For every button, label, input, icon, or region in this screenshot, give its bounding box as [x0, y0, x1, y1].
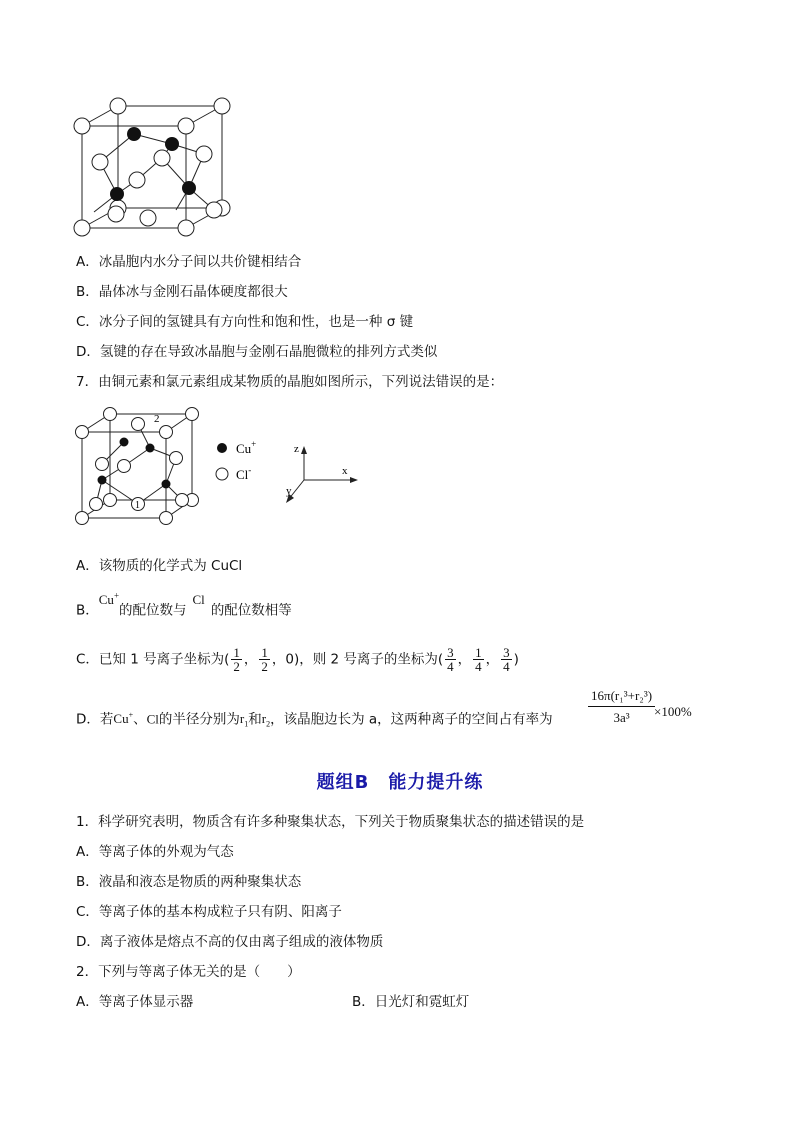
cucl-crystal-cell-figure [72, 404, 232, 534]
q6-option-b: B．晶体冰与金刚石晶体硬度都很大 [76, 284, 288, 300]
b-q1-option-a: A．等离子体的外观为气态 [76, 844, 234, 860]
section-heading: 题组B 能力提升练 [316, 772, 484, 793]
percent-factor: ×100% [654, 704, 692, 719]
b-q1-option-d: D．离子液体是熔点不高的仅由离子组成的液体物质 [76, 934, 384, 950]
b-q2-stem: 2．下列与等离子体无关的是（ ） [76, 964, 301, 980]
q7-option-b: B．Cu+的配位数与Cl的配位数相等 [76, 591, 292, 619]
svg-text:Cl-: Cl- [236, 465, 252, 482]
b-q1-stem: 1．科学研究表明，物质含有许多种聚集状态，下列关于物质聚集状态的描述错误的是 [76, 814, 585, 830]
ice-crystal-cell-figure [72, 92, 232, 242]
axis-y-label: y [286, 485, 292, 497]
legend-cl-label: Cl [236, 467, 249, 482]
q7-option-c: C．已知 1 号离子坐标为( $\frac{1}{2}$ ， $\frac{1}{2}$ ，0)，则 2 号离子的坐标为( $\frac{3}{4}$ ， $\frac{1}{4}$ ， $\frac{3}{4}$ ) [76, 645, 519, 674]
space-occupancy-formula: $\frac{\text{16π(r₁³+r₂³)}}{\text{3a³}}$ [588, 688, 655, 726]
b-q2-option-b: B．日光灯和霓虹灯 [352, 994, 470, 1010]
legend-cu-label: Cu [236, 441, 252, 456]
axis-x-label: x [342, 465, 348, 477]
q6-option-a: A．冰晶胞内水分子间以共价键相结合 [76, 254, 302, 270]
ion-1-label: 1 [135, 500, 140, 511]
q7-stem: 7．由铜元素和氯元素组成某物质的晶胞如图所示，下列说法错误的是： [76, 374, 504, 390]
q7-option-a: A．该物质的化学式为 CuCl [76, 558, 243, 574]
coordinate-axes [284, 440, 364, 510]
cucl-legend [212, 436, 292, 486]
axis-z-label: z [294, 443, 299, 455]
svg-text:Cu+: Cu+ [236, 439, 257, 456]
ion-2-label: 2 [154, 413, 160, 425]
b-q1-option-b: B．液晶和液态是物质的两种聚集状态 [76, 874, 302, 890]
q7-option-d: D．若Cu+、Cl的半径分别为$r_1$和$r_2$，该晶胞边长为 a，这两种离子的空间占有率为 [76, 711, 553, 729]
b-q2-option-a: A．等离子体显示器 [76, 994, 194, 1010]
b-q1-option-c: C．等离子体的基本构成粒子只有阴、阳离子 [76, 904, 342, 920]
q6-option-c: C．冰分子间的氢键具有方向性和饱和性，也是一种 σ 键 [76, 314, 414, 330]
q6-option-d: D．氢键的存在导致冰晶胞与金刚石晶胞微粒的排列方式类似 [76, 344, 438, 360]
